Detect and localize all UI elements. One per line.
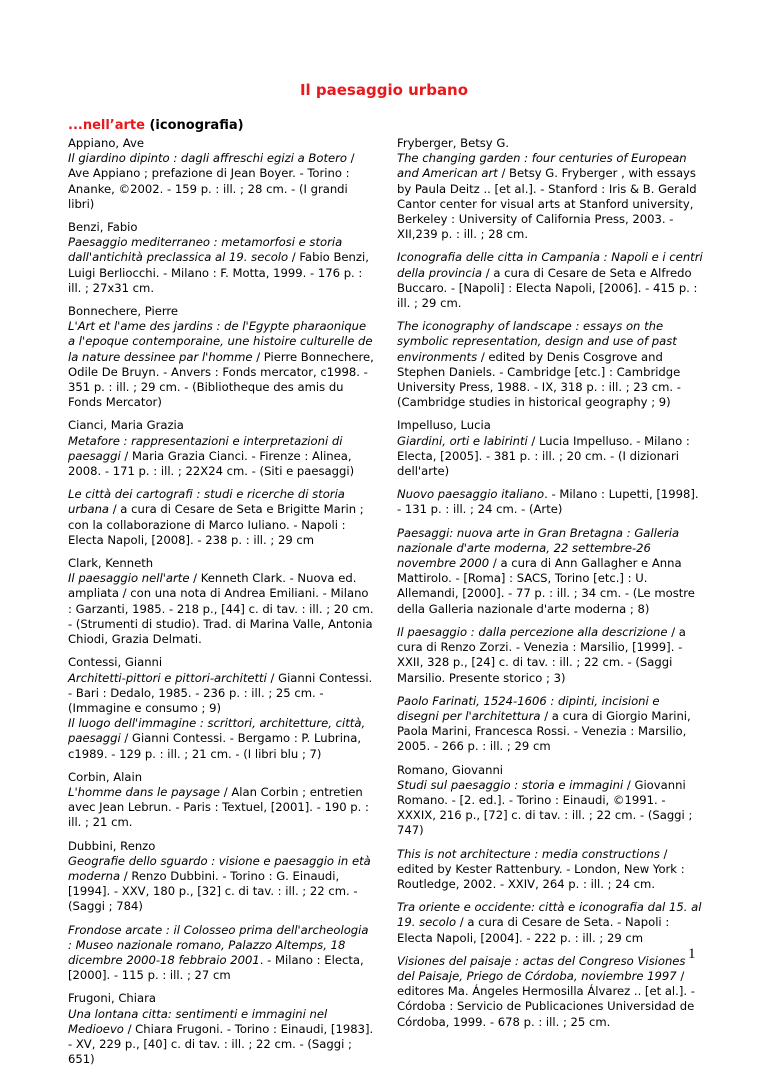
- bibliography-entry: [68, 220, 375, 296]
- section-suffix: (iconografia): [144, 118, 244, 133]
- entry-citation: [68, 785, 375, 831]
- entry-details: / Betsy G. Fryberger , with essays by Paula Deitz .. [et al.]. - Stanford : Iris & B. Gerald Cantor center for visual arts at Stanford university, Berkeley : University of California Press, 2003. - XII,239 p. : ill. ; 28 cm.: [397, 166, 697, 242]
- entry-citation: [68, 434, 375, 480]
- bibliography-entry: [397, 319, 703, 410]
- entry-title: Giardini, orti e labirinti: [397, 433, 528, 448]
- entry-details: / editores Ma. Ángeles Hermosilla Álvarez .. [et al.]. - Córdoba : Servicio de Publicaciones Universidad de Córdoba, 1999. - 678 p. : ill. ; 25 cm.: [397, 968, 695, 1029]
- bibliography-entry: [68, 991, 375, 1067]
- entry-author: Clark, Kenneth: [68, 556, 154, 571]
- entry-title: Nuovo paesaggio italiano: [397, 487, 545, 502]
- entry-author: Corbin, Alain: [68, 769, 143, 784]
- section-prefix: ...nell’arte: [68, 118, 145, 133]
- entry-title: Paesaggio mediterraneo : metamorfosi e storia dall'antichità preclassica al 19. secolo: [68, 235, 343, 265]
- entry-details: / Giovanni Romano. - [2. ed.]. - Torino : Einaudi, ©1991. - XXXIX, 216 p., [72] c. di tav. : ill. ; 22 cm. - (Saggi ; 747): [397, 777, 693, 838]
- entry-title: The changing garden : four centuries of European and American art: [397, 151, 687, 181]
- bibliography-entry: [397, 847, 703, 893]
- entry-author: Bonnechere, Pierre: [68, 304, 179, 319]
- entry-details: / Pierre Bonnechere, Odile De Bruyn. - Anvers : Fonds mercator, c1998. - 351 p. : ill. ; 29 cm. - (Bibliotheque des amis du Fonds Mercator): [68, 349, 374, 410]
- entry-title: Architetti-pittori e pittori-architetti: [68, 670, 267, 685]
- right-column: [397, 136, 703, 1038]
- entry-details: / edited by Kester Rattenbury. - London, New York : Routledge, 2002. - XXIV, 264 p. : ill. ; 24 cm.: [397, 846, 685, 891]
- bibliography-entry: [397, 526, 703, 617]
- entry-author: Benzi, Fabio: [68, 220, 138, 235]
- entry-citation: [68, 854, 375, 915]
- entry-author: Contessi, Gianni: [68, 655, 163, 670]
- entry-title: The iconography of landscape : essays on the symbolic representation, design and use of past environments: [397, 319, 677, 364]
- bibliography-entry: [397, 763, 703, 839]
- entry-title: L'Art et l'ame des jardins : de l'Egypte pharaonique a l'epoque contemporaine, une histoire culturelle de la nature dessinee par l'homme: [68, 319, 373, 364]
- bibliography-entry: [68, 418, 375, 479]
- entry-title: Metafore : rappresentazioni e interpretazioni di paesaggi: [68, 433, 343, 463]
- entry-details: / Kenneth Clark. - Nuova ed. ampliata / con una nota di Andrea Emiliani. - Milano : Garzanti, 1985. - 218 p., [44] c. di tav. : ill. ; 20 cm. - (Strumenti di studio). Trad. di Marina Valle, Antonia Chiodi, Grazia Delmati.: [68, 571, 374, 647]
- bibliography-entry: [68, 923, 375, 984]
- entry-citation: [397, 434, 703, 480]
- entry-title: Una lontana citta: sentimenti e immagini nel Medioevo: [68, 1006, 328, 1036]
- entry-title: Paesaggi: nuova arte in Gran Bretagna : Galleria nazionale d'arte moderna, 22 settembre-26 novembre 2000: [397, 525, 680, 571]
- entry-citation: [68, 671, 375, 717]
- entry-details: / Fabio Benzi, Luigi Berliocchi. - Milano : F. Motta, 1999. - 176 p. : ill. ; 27x31 cm.: [68, 250, 369, 295]
- entry-details: / a cura di Cesare de Seta e Brigitte Marin ; con la collaborazione di Marco Iuliano. - Napoli : Electa Napoli, [2008]. - 238 p. : ill. ; 29 cm: [68, 502, 364, 547]
- entry-citation: [397, 526, 703, 617]
- entry-citation: [397, 694, 703, 755]
- entry-details: / edited by Denis Cosgrove and Stephen Daniels. - Cambridge [etc.] : Cambridge University Press, 1988. - IX, 318 p. : ill. ; 23 cm. - (Cambridge studies in historical geography ; 9): [397, 349, 681, 410]
- entry-citation: [68, 487, 375, 548]
- bibliography-entry: [397, 900, 703, 946]
- entry-details: / Alan Corbin ; entretien avec Jean Lebrun. - Paris : Textuel, [2001]. - 190 p. : ill. ; 21 cm.: [68, 784, 369, 830]
- entry-author: Fryberger, Betsy G.: [397, 136, 510, 150]
- bibliography-entry: [397, 487, 703, 517]
- entry-citation: [397, 954, 703, 1030]
- entry-details: / a cura di Cesare de Seta. - Napoli : Electa Napoli, [2004]. - 222 p. : ill. ; 29 cm: [397, 915, 670, 945]
- entry-title: Studi sul paesaggio : storia e immagini: [397, 777, 624, 792]
- entry-details: / Maria Grazia Cianci. - Firenze : Alinea, 2008. - 171 p. : ill. ; 22X24 cm. - (Siti e paesaggi): [68, 448, 355, 479]
- entry-title: Paolo Farinati, 1524-1606 : dipinti, incisioni e disegni per l'architettura: [397, 693, 660, 723]
- entry-title: Il paesaggio nell'arte: [68, 571, 190, 586]
- entry-citation: [68, 571, 375, 647]
- entry-citation: [397, 151, 703, 242]
- bibliography-entry: [68, 556, 375, 647]
- bibliography-entry: [397, 136, 703, 242]
- entry-details: / a cura di Cesare de Seta e Alfredo Buccaro. - [Napoli] : Electa Napoli, [2006]. - 415 p. : ill. ; 29 cm.: [397, 265, 698, 311]
- entry-title: Iconografia delle citta in Campania : Napoli e i centri della provincia: [397, 250, 703, 280]
- bibliography-entry: [397, 625, 703, 686]
- entry-details: / a cura di Ann Gallagher e Anna Mattirolo. - [Roma] : SACS, Torino [etc.] : U. Allemandi, [2000]. - 77 p. : ill. ; 34 cm. - (Le mostre della Galleria nazionale d'arte moderna ; 8): [397, 556, 695, 616]
- entry-details: . - Milano : Electa, [2000]. - 115 p. : ill. ; 27 cm: [68, 952, 364, 983]
- entry-title: Visiones del paisaje : actas del Congreso Visiones del Paisaje, Priego de Córdoba, noviembre 1997: [397, 953, 686, 983]
- bibliography-entry: [397, 418, 703, 479]
- entry-citation: [397, 847, 703, 893]
- entry-details: / a cura di Giorgio Marini, Paola Marini, Francesca Rossi. - Venezia : Marsilio, 2005. - 266 p. : ill. ; 29 cm: [397, 708, 691, 754]
- entry-citation: [397, 625, 703, 686]
- entry-citation: [68, 235, 375, 296]
- entry-author: Dubbini, Renzo: [68, 838, 156, 853]
- page-title: Il paesaggio urbano: [299, 81, 469, 99]
- entry-citation: [68, 1007, 375, 1068]
- entry-citation: [397, 250, 703, 311]
- entry-details: . - Milano : Lupetti, [1998]. - 131 p. : ill. ; 24 cm. - (Arte): [397, 487, 699, 517]
- bibliography-entry: [68, 655, 375, 761]
- bibliography-entry: [397, 694, 703, 755]
- entry-details: / Ave Appiano ; prefazione di Jean Boyer. - Torino : Ananke, ©2002. - 159 p. : ill. ; 28 cm. - (I grandi libri): [68, 151, 355, 211]
- entry-author: Cianci, Maria Grazia: [68, 418, 184, 433]
- left-column: [68, 136, 375, 1075]
- entry-details: / a cura di Renzo Zorzi. - Venezia : Marsilio, [1999]. - XXII, 328 p., [24] c. di tav. : ill. ; 22 cm. - (Saggi Marsilio. Presente storico ; 3): [397, 624, 686, 685]
- entry-citation: [68, 716, 375, 762]
- entry-details: / Gianni Contessi. - Bari : Dedalo, 1985. - 236 p. : ill. ; 25 cm. - (Immagine e consumo ; 9): [68, 670, 373, 715]
- entry-citation: [68, 151, 375, 212]
- entry-title: Frondose arcate : il Colosseo prima dell'archeologia : Museo nazionale romano, Palazzo Altemps, 18 dicembre 2000-18 febbraio 2001: [68, 922, 369, 967]
- entry-details: / Renzo Dubbini. - Torino : G. Einaudi, [1994]. - XXV, 180 p., [32] c. di tav. : ill. ; 22 cm. - (Saggi ; 784): [68, 868, 358, 914]
- entry-citation: [397, 487, 703, 517]
- section-heading: [68, 118, 244, 133]
- entry-title: Il luogo dell'immagine : scrittori, architetture, città, paesaggi: [68, 716, 366, 746]
- bibliography-entry: [68, 136, 375, 212]
- entry-details: / Chiara Frugoni. - Torino : Einaudi, [1983]. - XV, 229 p., [40] c. di tav. : ill. ; 22 cm. - (Saggi ; 651): [68, 1021, 374, 1067]
- bibliography-entry: [68, 487, 375, 548]
- entry-title: Il giardino dipinto : dagli affreschi egizi a Botero: [68, 151, 347, 166]
- entry-author: Romano, Giovanni: [397, 762, 504, 777]
- entry-title: This is not architecture : media constructions: [397, 846, 660, 861]
- entry-citation: [397, 319, 703, 410]
- bibliography-entry: [68, 839, 375, 915]
- bibliography-entry: [68, 304, 375, 410]
- entry-citation: [397, 778, 703, 839]
- bibliography-entry: [68, 770, 375, 831]
- page-number: 1: [688, 946, 696, 962]
- entry-title: Le città dei cartografi : studi e ricerche di storia urbana: [68, 487, 345, 517]
- entry-title: Il paesaggio : dalla percezione alla descrizione: [397, 624, 668, 639]
- entry-details: / Lucia Impelluso. - Milano : Electa, [2005]. - 381 p. : ill. ; 20 cm. - (I dizionari dell'arte): [397, 433, 690, 479]
- entry-details: / Gianni Contessi. - Bergamo : P. Lubrina, c1989. - 129 p. : ill. ; 21 cm. - (I libri blu ; 7): [68, 731, 362, 761]
- entry-author: Frugoni, Chiara: [68, 991, 156, 1006]
- entry-citation: [68, 923, 375, 984]
- bibliography-entry: [397, 250, 703, 311]
- entry-citation: [397, 900, 703, 946]
- entry-title: L'homme dans le paysage: [68, 784, 221, 799]
- entry-title: Tra oriente e occidente: città e iconografia dal 15. al 19. secolo: [397, 900, 702, 930]
- entry-author: Appiano, Ave: [68, 136, 145, 150]
- entry-title: Geografie dello sguardo : visione e paesaggio in età moderna: [68, 853, 371, 883]
- bibliography-entry: [397, 954, 703, 1030]
- entry-citation: [68, 319, 375, 410]
- entry-author: Impelluso, Lucia: [397, 418, 491, 433]
